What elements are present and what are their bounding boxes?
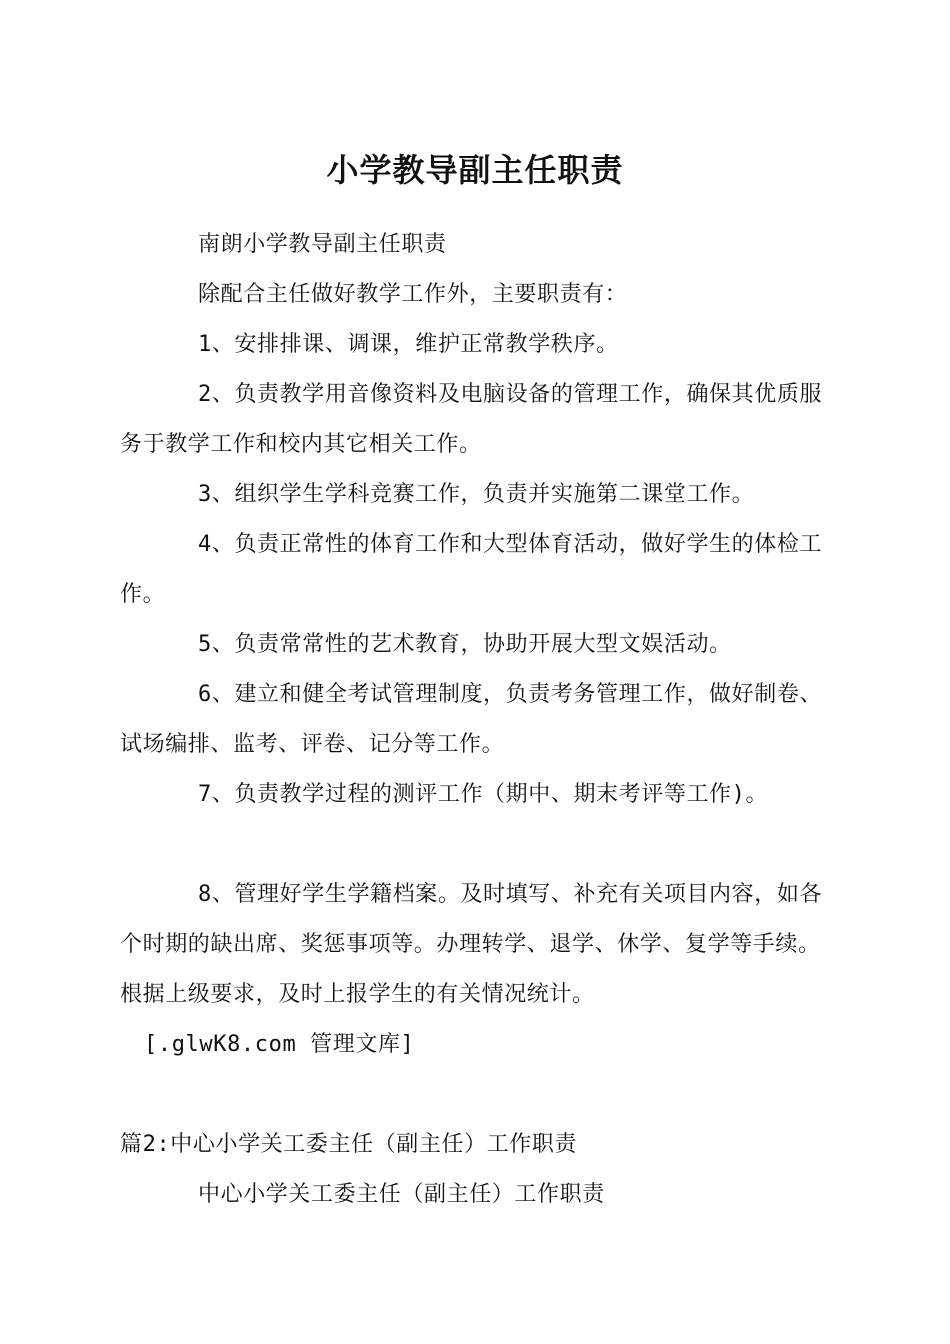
document-body: [120, 220, 840, 1220]
paragraph-item-7: 7、负责教学过程的测评工作（期中、期末考评等工作)。: [198, 782, 769, 807]
paragraph-intro: 除配合主任做好教学工作外，主要职责有：: [198, 282, 628, 307]
paragraph-item-3: 3、组织学生学科竞赛工作，负责并实施第二课堂工作。: [198, 482, 755, 507]
paragraph-item-1: 1、安排排课、调课，维护正常教学秩序。: [198, 332, 619, 357]
paragraph-heading: 南朗小学教导副主任职责: [198, 232, 447, 257]
section2-subtitle: 中心小学关工委主任（副主任）工作职责: [198, 1182, 605, 1207]
paragraph-item-8: 8、管理好学生学籍档案。及时填写、补充有关项目内容，如各个时期的缺出席、奖惩事项等。办理转学、退学、休学、复学等手续。根据上级要求，及时上报学生的有关情况统计。: [120, 882, 823, 1007]
paragraph-item-4: 4、负责正常性的体育工作和大型体育活动，做好学生的体检工作。: [120, 532, 823, 607]
paragraph-item-6: 6、建立和健全考试管理制度，负责考务管理工作，做好制卷、试场编排、监考、评卷、记分等工作。: [120, 682, 823, 757]
document-title: 小学教导副主任职责: [326, 151, 624, 189]
paragraph-item-2: 2、负责教学用音像资料及电脑设备的管理工作，确保其优质服务于教学工作和校内其它相关工作。: [120, 382, 823, 457]
source-note: [.glwK8.com 管理文库]: [144, 1032, 415, 1057]
paragraph-item-5: 5、负责常常性的艺术教育，协助开展大型文娱活动。: [198, 632, 732, 657]
section2-heading: 篇2:中心小学关工委主任（副主任）工作职责: [120, 1132, 578, 1157]
